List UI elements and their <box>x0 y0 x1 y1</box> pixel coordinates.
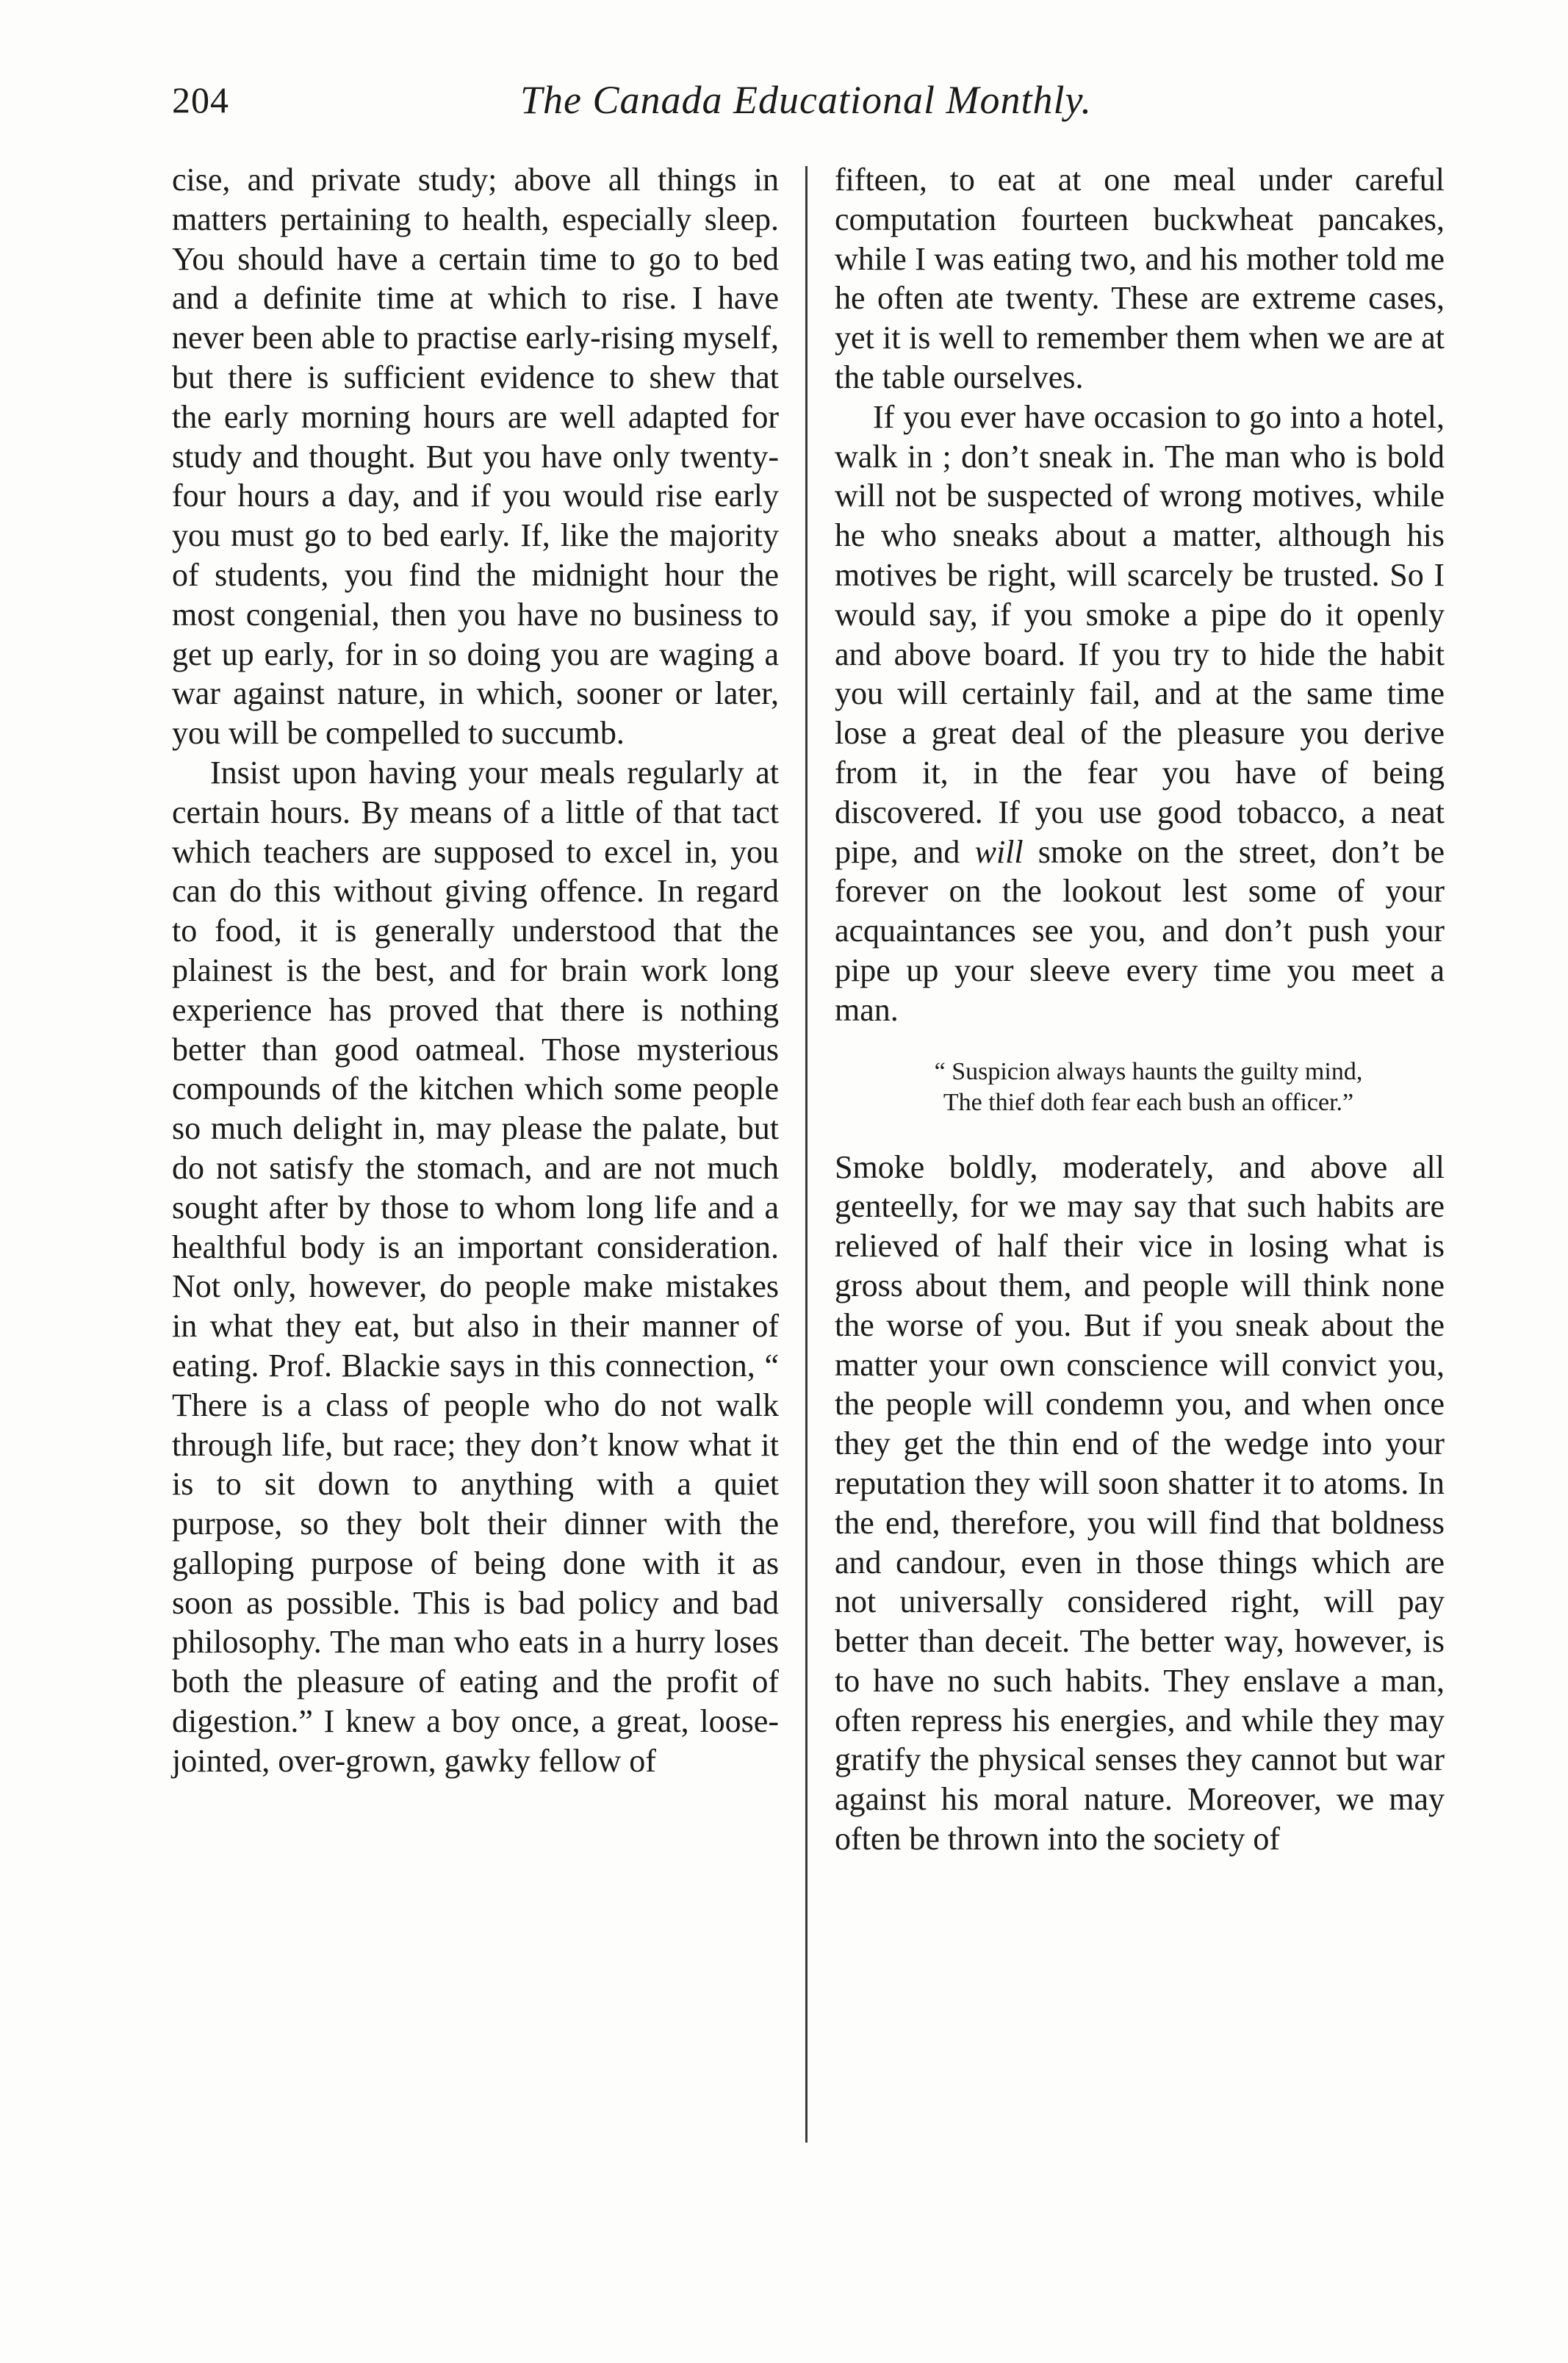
quote-line-1: “ Suspicion always haunts the guilty mind, <box>934 1057 1363 1085</box>
page-number: 204 <box>172 79 229 121</box>
paragraph-continued-right: fifteen, to eat at one meal under careful computation fourteen buckwheat pancakes, while I was eating two, and his mother told me he often ate twenty. These are extreme cases, yet it is well to remember them when we are at the table ourselves. <box>835 162 1445 395</box>
quote-line-2: The thief doth fear each bush an officer.” <box>943 1088 1354 1116</box>
left-column <box>172 160 779 1781</box>
emphasis-will: will <box>974 833 1024 870</box>
right-column <box>835 160 1445 1859</box>
page-header <box>172 71 1440 129</box>
paragraph-continued: cise, and private study; above all things in matters pertaining to health, especially sleep. You should have a certain time to go to bed and a definite time at which to rise. I have never been able to practise early-rising myself, but there is sufficient evidence to shew that the early morning hours are well adapted for study and thought. But you have only twenty-four hours a day, and if you would rise early you must go to bed early. If, like the majority of students, you find the midnight hour the most congenial, then you have no business to get up early, for in so doing you are waging a war against nature, in which, sooner or later, you will be compelled to succumb. <box>172 162 779 752</box>
block-quote <box>852 1057 1445 1118</box>
paragraph-hotel <box>835 398 1445 1030</box>
paragraph-hotel-text-end: smoke on the street, don’t be forever on the lookout lest some of your acquaintances see you, and don’t push your pipe up your sleeve every time you meet a man. <box>835 833 1445 1028</box>
running-title: The Canada Educational Monthly. <box>520 78 1092 122</box>
column-divider <box>805 166 808 2143</box>
paragraph-hotel-text: If you ever have occasion to go into a hotel, walk in ; don’t sneak in. The man who is bold will not be suspected of wrong motives, while he who sneaks about a matter, although his motives be right, will scarcely be trusted. So I would say, if you smoke a pipe do it openly and above board. If you try to hide the habit you will certainly fail, and at the same time lose a great deal of the pleasure you derive from it, in the fear you have of being discovered. If you use good tobacco, a neat pipe, and <box>835 398 1445 870</box>
paragraph-smoke: Smoke boldly, moderately, and above all genteelly, for we may say that such habits are relieved of half their vice in losing what is gross about them, and people will think none the worse of you. But if you sneak about the matter your own conscience will convict you, the people will condemn you, and when once they get the thin end of the wedge into your reputation they will soon shatter it to atoms. In the end, therefore, you will find that boldness and candour, even in those things which are not universally considered right, will pay better than deceit. The better way, however, is to have no such habits. They enslave a man, often repress his energies, and while they may gratify the physical senses they cannot but war against his moral nature. Moreover, we may often be thrown into the society of <box>835 1148 1445 1857</box>
paragraph-meals: Insist upon having your meals regularly at certain hours. By means of a little of that tact which teachers are supposed to excel in, you can do this without giving offence. In regard to food, it is generally understood that the plainest is the best, and for brain work long experience has proved that there is nothing better than good oatmeal. Those mysterious compounds of the kitchen which some people so much delight in, may please the palate, but do not satisfy the stomach, and are not much sought after by those to whom long life and a healthful body is an important consideration. Not only, however, do people make mistakes in what they eat, but also in their manner of eating. Prof. Blackie says in this connection, “ There is a class of people who do not walk through life, but race; they don’t know what it is to sit down to anything with a quiet purpose, so they bolt their dinner with the galloping purpose of being done with it as soon as possible. This is bad policy and bad philosophy. The man who eats in a hurry loses both the pleasure of eating and the profit of digestion.” I knew a boy once, a great, loose-jointed, over-grown, gawky fellow of <box>172 754 779 1779</box>
